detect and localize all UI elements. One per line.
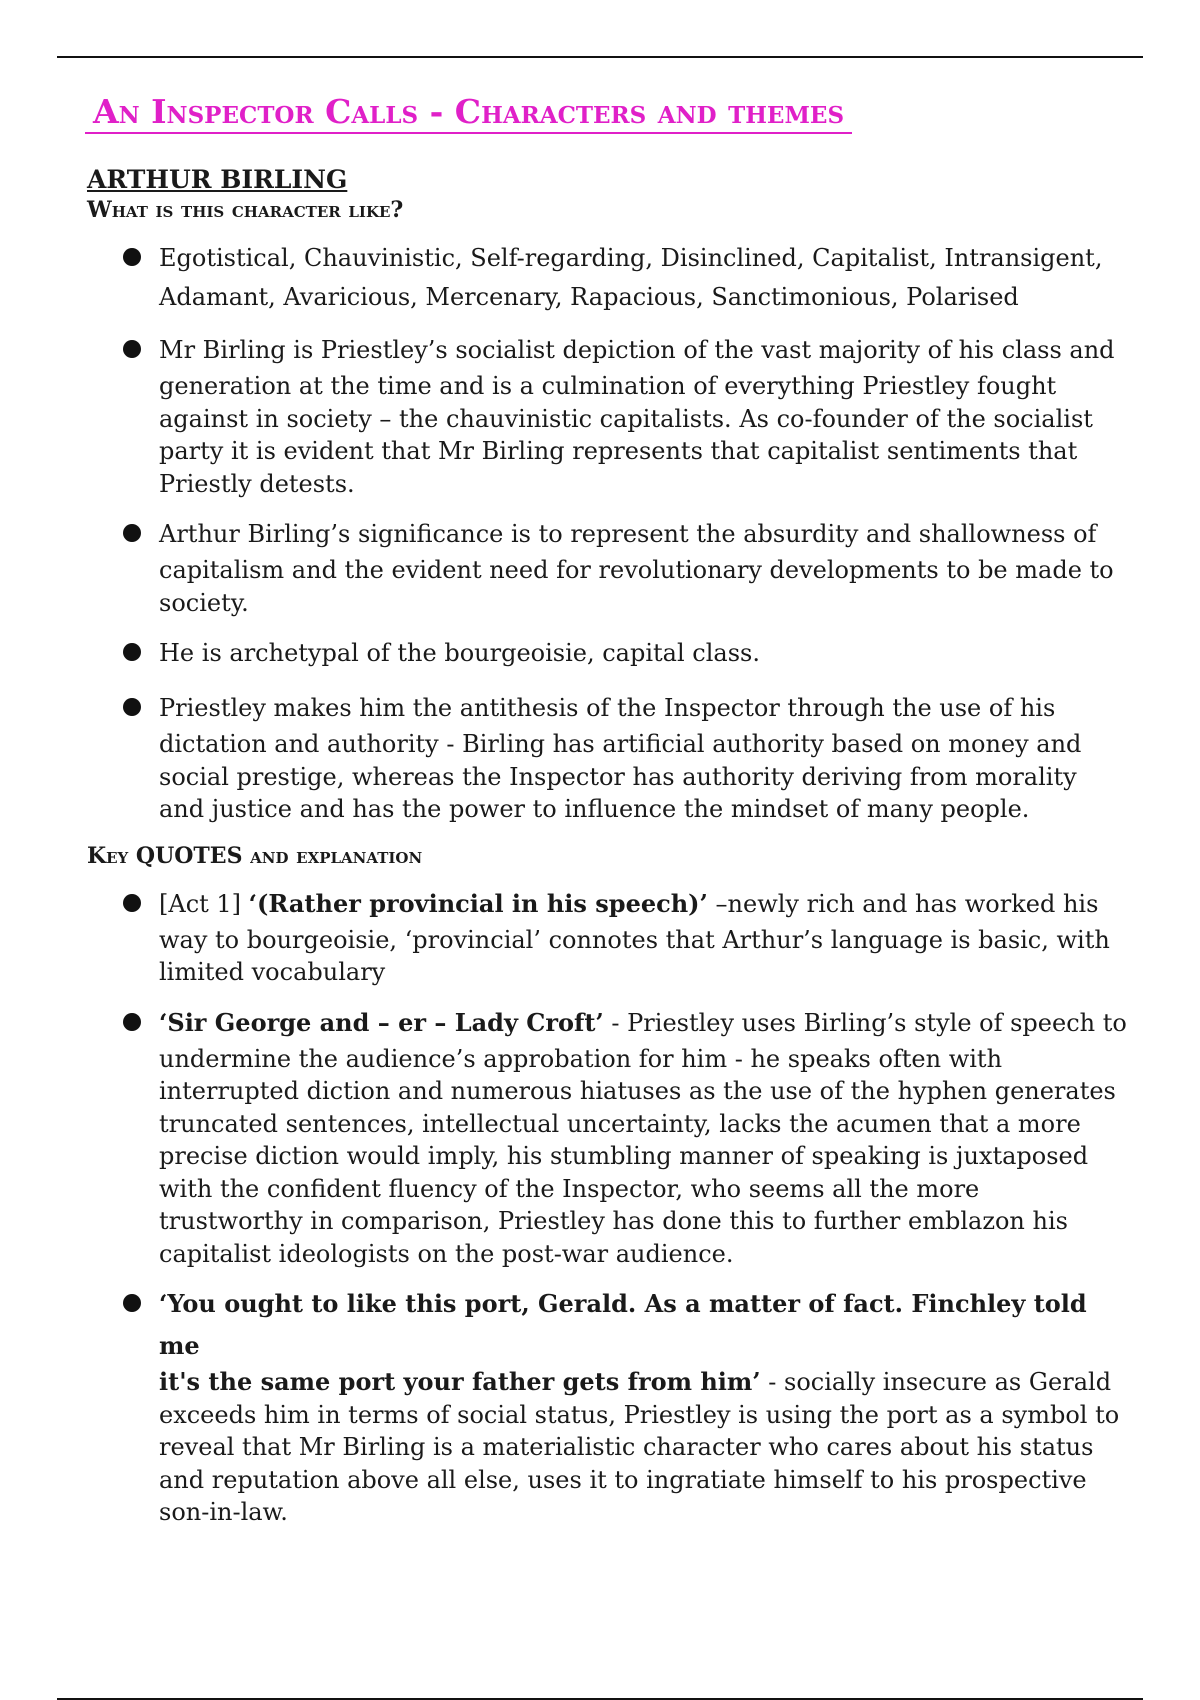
quotes-heading: Key QUOTES and explanation <box>87 842 423 869</box>
top-rule <box>57 56 1143 58</box>
bullet-icon <box>123 524 141 542</box>
quote-text: ‘(Rather provincial in his speech)’ <box>248 888 708 918</box>
document-body <box>87 92 1127 1529</box>
item-text: Priestley makes him the antithesis of the Inspector through the use of his <box>159 694 1056 722</box>
item-text-continued: Adamant, Avaricious, Mercenary, Rapacious, Sanctimonious, Polarised <box>159 283 1019 311</box>
act-label: [Act 1] <box>159 889 249 918</box>
quote-explanation <box>159 1366 1127 1529</box>
quote-line <box>159 1283 1127 1367</box>
quote-line <box>159 883 1127 925</box>
description-list <box>87 237 1127 826</box>
list-item <box>87 1283 1127 1529</box>
item-text: Egotistical, Chauvinistic, Self-regarding, Disinclined, Capitalist, Intransigent, <box>159 244 1103 272</box>
list-item <box>87 329 1127 500</box>
quote-line <box>159 1002 1127 1044</box>
item-text: He is archetypal of the bourgeoisie, capital class. <box>159 639 760 667</box>
bullet-icon <box>123 643 141 661</box>
page-title: An Inspector Calls - Characters and themes <box>85 92 852 134</box>
quote-text: ‘You ought to like this port, Gerald. As a matter of fact. Finchley told me <box>159 1289 1087 1360</box>
bullet-icon <box>123 340 141 358</box>
list-item <box>87 513 1127 619</box>
list-item <box>87 687 1127 826</box>
bullet-icon <box>123 1013 141 1031</box>
list-item <box>87 883 1127 989</box>
character-name: ARTHUR BIRLING <box>87 165 348 194</box>
item-text: Arthur Birling’s significance is to represent the absurdity and shallowness of <box>159 520 1097 548</box>
quote-explanation-start: - Priestley uses Birling’s style of speech to <box>603 1008 1127 1037</box>
quotes-list <box>87 883 1127 1529</box>
item-text-continued: generation at the time and is a culmination of everything Priestley fought against in society – the chauvinistic capitalists. As co-founder of the socialist party it is evident that Mr Birling represents that capitalist sentiments that Priestly detests. <box>159 372 1093 498</box>
quote-explanation: undermine the audience’s approbation for him - he speaks often with interrupted diction and numerous hiatuses as the use of the hyphen generates truncated sentences, intellectual uncertainty, lacks the acumen that a more precise diction would imply, his stumbling manner of speaking is juxtaposed with the confident fluency of the Inspector, who seems all the more trustworthy in comparison, Priestley has done this to further emblazon his capitalist ideologists on the post-war audience. <box>159 1044 1116 1268</box>
item-text-continued: capitalism and the evident need for revolutionary developments to be made to society. <box>159 556 1114 617</box>
list-item <box>87 237 1127 316</box>
quote-explanation: way to bourgeoisie, ‘provincial’ connotes that Arthur’s language is basic, with limited vocabulary <box>159 925 1110 986</box>
quote-text-continued: it's the same port your father gets from him’ <box>159 1367 761 1396</box>
quote-text: ‘Sir George and – er – Lady Croft’ <box>159 1007 604 1037</box>
bullet-icon <box>123 1294 141 1312</box>
quote-explanation-text: - socially insecure as Gerald exceeds him in terms of social status, Priestley is using the port as a symbol to reveal that Mr Birling is a materialistic character who cares about his status and reputation above all else, uses it to ingratiate himself to his prospective son-in-law. <box>159 1368 1120 1526</box>
bullet-icon <box>123 248 141 266</box>
item-text-continued: dictation and authority - Birling has artificial authority based on money and social prestige, whereas the Inspector has authority deriving from morality and justice and has the power to influence the mindset of many people. <box>159 730 1082 823</box>
list-item <box>87 1002 1127 1271</box>
item-text: Mr Birling is Priestley’s socialist depiction of the vast majority of his class and <box>159 336 1115 364</box>
bullet-icon <box>123 698 141 716</box>
description-heading: What is this character like? <box>87 197 404 223</box>
list-item <box>87 632 1127 674</box>
bullet-icon <box>123 894 141 912</box>
quote-explanation-start: –newly rich and has worked his <box>707 889 1099 918</box>
